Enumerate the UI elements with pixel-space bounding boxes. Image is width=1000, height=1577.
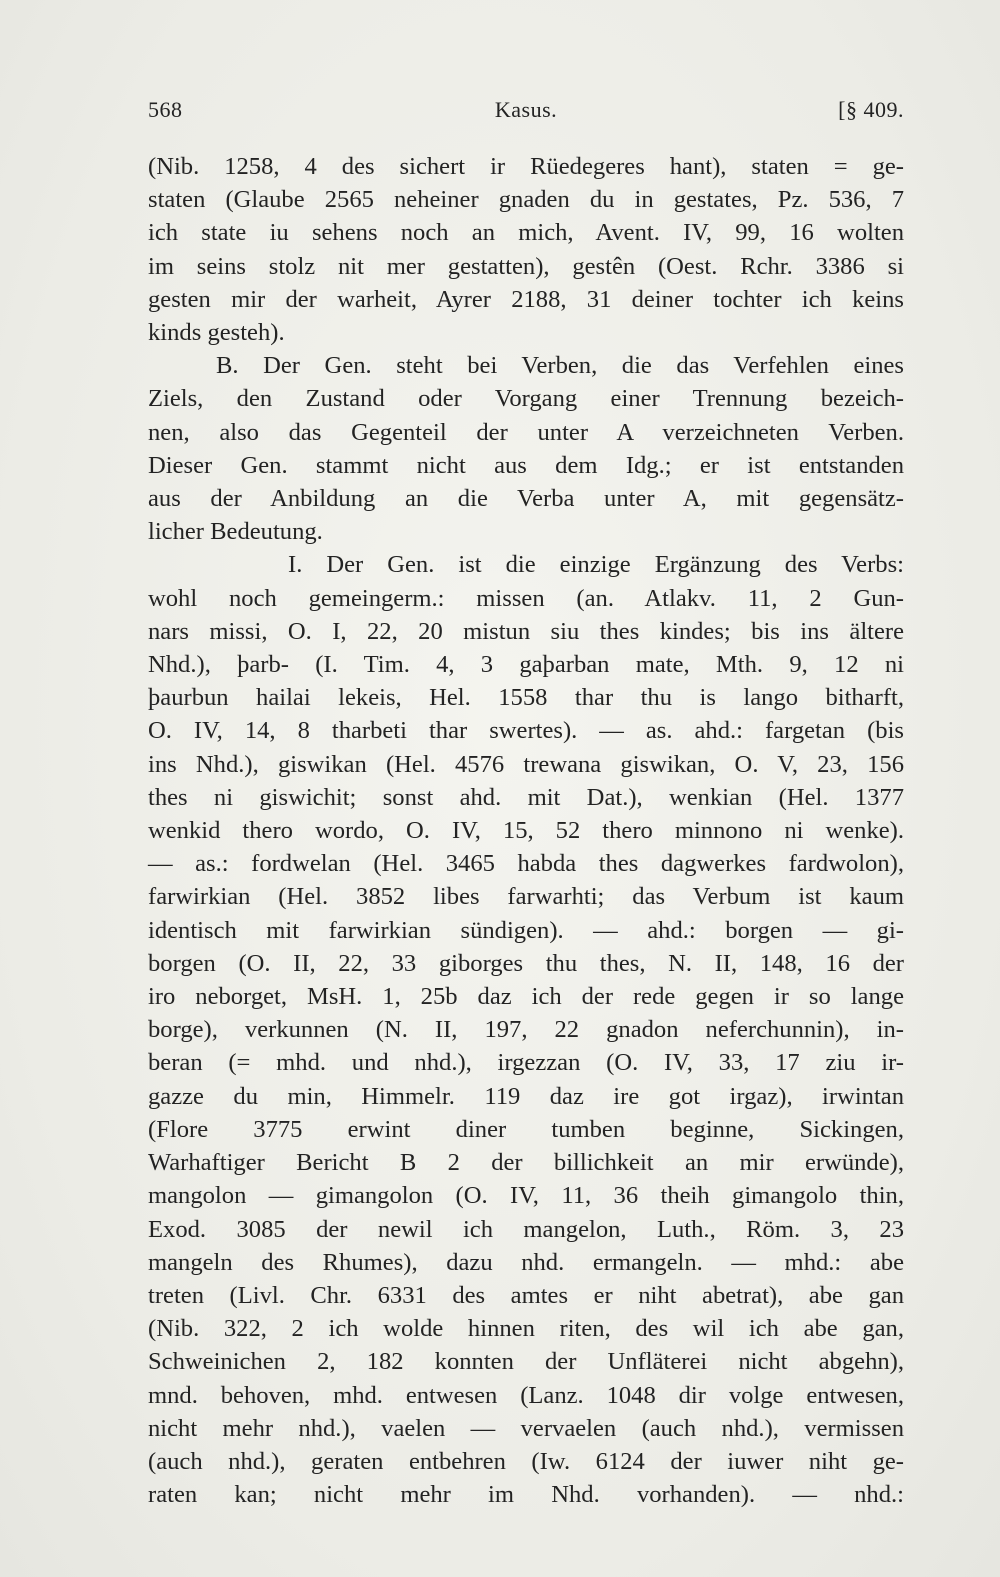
text-line: treten (Livl. Chr. 6331 des amtes er niht abetrat), abe gan	[148, 1281, 904, 1309]
body-text	[148, 150, 904, 1511]
text-line: raten kan; nicht mehr im Nhd. vorhanden). — nhd.:	[148, 1481, 904, 1509]
text-line: þaurbun hailai lekeis, Hel. 1558 thar thu is lango bitharft,	[148, 684, 904, 712]
page-number: 568	[148, 97, 183, 122]
text-line: licher Bedeutung.	[148, 518, 323, 546]
text-line: I. Der Gen. ist die einzige Ergänzung des Verbs:	[288, 551, 904, 579]
text-line: wenkid thero wordo, O. IV, 15, 52 thero minnono ni wenke).	[148, 817, 904, 845]
text-line: borge), verkunnen (N. II, 197, 22 gnadon neferchunnin), in-	[148, 1016, 904, 1044]
text-line: mangolon — gimangolon (O. IV, 11, 36 theih gimangolo thin,	[148, 1182, 904, 1210]
text-line: (Flore 3775 erwint diner tumben beginne, Sickingen,	[148, 1115, 904, 1143]
text-line: Dieser Gen. stammt nicht aus dem Idg.; er ist entstanden	[148, 451, 904, 479]
text-line: ich state iu sehens noch an mich, Avent. IV, 99, 16 wolten	[148, 219, 904, 247]
text-line: ins Nhd.), giswikan (Hel. 4576 trewana giswikan, O. V, 23, 156	[148, 750, 904, 778]
text-line: farwirkian (Hel. 3852 libes farwarhti; das Verbum ist kaum	[148, 883, 904, 911]
text-line: mnd. behoven, mhd. entwesen (Lanz. 1048 dir volge entwesen,	[148, 1381, 904, 1409]
text-line: (Nib. 1258, 4 des sichert ir Rüedegeres hant), staten = ge-	[148, 153, 904, 180]
text-line: borgen (O. II, 22, 33 giborges thu thes, N. II, 148, 16 der	[148, 949, 904, 977]
text-line: Exod. 3085 der newil ich mangelon, Luth., Röm. 3, 23	[148, 1215, 904, 1243]
text-line: (Nib. 322, 2 ich wolde hinnen riten, des wil ich abe gan,	[148, 1315, 904, 1343]
text-line: Ziels, den Zustand oder Vorgang einer Trennung bezeich-	[148, 385, 904, 413]
text-line: mangeln des Rhumes), dazu nhd. ermangeln. — mhd.: abe	[148, 1248, 904, 1276]
running-title: Kasus.	[494, 97, 558, 122]
text-line: im seins stolz nit mer gestatten), gestên (Oest. Rchr. 3386 si	[148, 252, 904, 280]
text-line: identisch mit farwirkian sündigen). — ahd.: borgen — gi-	[148, 916, 904, 944]
text-line: nars missi, O. I, 22, 20 mistun siu thes kindes; bis ins ältere	[148, 617, 904, 645]
text-line: Schweinichen 2, 182 konnten der Unfläterei nicht abgehn),	[148, 1348, 904, 1376]
text-line: (auch nhd.), geraten entbehren (Iw. 6124 der iuwer niht ge-	[148, 1447, 904, 1475]
running-head	[148, 97, 904, 131]
text-line: thes ni giswichit; sonst ahd. mit Dat.), wenkian (Hel. 1377	[148, 783, 904, 811]
text-line: — as.: fordwelan (Hel. 3465 habda thes dagwerkes fardwolon),	[148, 850, 904, 878]
text-line: nen, also das Gegenteil der unter A verzeichneten Verben.	[148, 418, 904, 446]
text-line: Warhaftiger Bericht B 2 der billichkeit an mir erwünde),	[148, 1149, 904, 1177]
text-line: Nhd.), þarb- (I. Tim. 4, 3 gaþarban mate, Mth. 9, 12 ni	[148, 651, 904, 679]
text-line: O. IV, 14, 8 tharbeti thar swertes). — as. ahd.: fargetan (bis	[148, 717, 904, 745]
text-line: B. Der Gen. steht bei Verben, die das Verfehlen eines	[216, 352, 904, 380]
section-reference: [§ 409.	[838, 97, 904, 122]
text-line: gazze du min, Himmelr. 119 daz ire got irgaz), irwintan	[148, 1082, 904, 1110]
text-line: staten (Glaube 2565 neheiner gnaden du in gestates, Pz. 536, 7	[148, 186, 904, 214]
text-line: aus der Anbildung an die Verba unter A, mit gegensätz-	[148, 485, 904, 513]
text-line: gesten mir der warheit, Ayrer 2188, 31 deiner tochter ich keins	[148, 285, 904, 313]
text-line: nicht mehr nhd.), vaelen — vervaelen (auch nhd.), vermissen	[148, 1414, 904, 1442]
text-line: iro neborget, MsH. 1, 25b daz ich der rede gegen ir so lange	[148, 983, 904, 1011]
text-line: beran (= mhd. und nhd.), irgezzan (O. IV, 33, 17 ziu ir-	[148, 1049, 904, 1077]
text-line: wohl noch gemeingerm.: missen (an. Atlakv. 11, 2 Gun-	[148, 584, 904, 612]
text-line: kinds gesteh).	[148, 319, 285, 347]
